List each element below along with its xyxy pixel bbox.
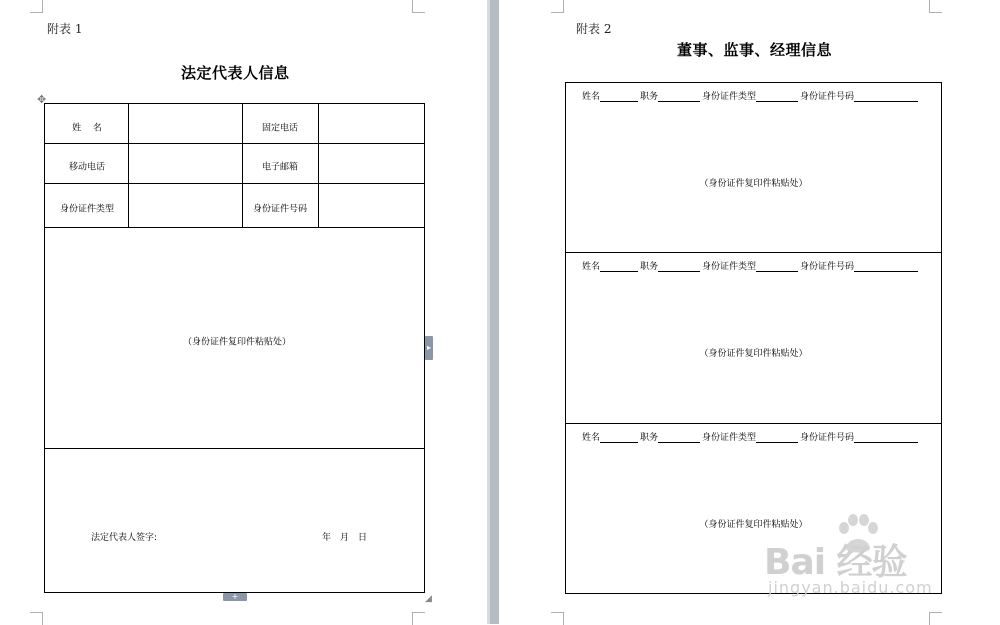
crop-mark	[551, 0, 564, 13]
table-rule	[128, 104, 129, 227]
label-name: 姓 名	[72, 123, 102, 134]
label-landline: 固定电话	[261, 123, 299, 134]
field-position-label: 职务	[640, 262, 659, 272]
id-copy-note: （身份证件复印件粘贴处）	[699, 179, 808, 189]
table-rule	[45, 143, 424, 144]
page-1	[0, 0, 487, 624]
watermark-main-text: Bai 经验	[764, 542, 907, 583]
field-line	[582, 430, 920, 443]
table-resize-icon[interactable]: ◢	[425, 594, 432, 604]
date-label: 年 月 日	[322, 533, 368, 543]
crop-mark	[551, 612, 564, 625]
appendix-tag: 附表 2	[576, 22, 612, 36]
label-email: 电子邮箱	[261, 162, 299, 173]
table-rule	[45, 227, 424, 228]
table-rule	[242, 104, 243, 227]
crop-mark	[30, 612, 43, 625]
field-id-number-label: 身份证件号码	[800, 433, 855, 443]
field-name-label: 姓名	[582, 433, 601, 443]
page-title: 法定代表人信息	[181, 64, 290, 82]
director-box	[565, 82, 942, 253]
crop-mark	[30, 0, 43, 13]
signature-label: 法定代表人签字:	[91, 533, 158, 543]
table-rule	[45, 448, 424, 449]
crop-mark	[929, 0, 942, 13]
id-copy-note: （身份证件复印件粘贴处）	[699, 349, 808, 359]
id-copy-note: （身份证件复印件粘贴处）	[182, 337, 292, 348]
id-copy-note: （身份证件复印件粘贴处）	[699, 520, 808, 530]
page-gutter	[487, 0, 499, 624]
field-id-type-label: 身份证件类型	[702, 433, 757, 443]
supervisor-box	[565, 252, 942, 424]
field-id-type-label: 身份证件类型	[702, 262, 757, 272]
field-id-number-label: 身份证件号码	[800, 262, 855, 272]
label-id-number: 身份证件号码	[252, 204, 308, 215]
watermark-sub-text: jingyan.baidu.com	[768, 578, 933, 597]
field-line	[582, 89, 920, 102]
column-resize-handle-icon[interactable]: ▸	[425, 336, 433, 360]
crop-mark	[412, 612, 425, 625]
field-position-label: 职务	[640, 92, 659, 102]
table-move-handle-icon[interactable]: ✥	[37, 93, 47, 106]
field-id-number-label: 身份证件号码	[800, 92, 855, 102]
appendix-tag: 附表 1	[47, 22, 83, 36]
label-id-type: 身份证件类型	[59, 204, 115, 215]
table-rule	[318, 104, 319, 227]
baidu-jingyan-watermark	[764, 514, 944, 614]
field-id-type-label: 身份证件类型	[702, 92, 757, 102]
legal-rep-table	[44, 103, 425, 593]
field-line	[582, 259, 920, 272]
add-row-handle-icon[interactable]: +	[223, 593, 247, 601]
table-rule	[45, 183, 424, 184]
page-title: 董事、监事、经理信息	[677, 41, 833, 59]
label-mobile: 移动电话	[68, 162, 106, 173]
crop-mark	[412, 0, 425, 13]
field-name-label: 姓名	[582, 262, 601, 272]
field-name-label: 姓名	[582, 92, 601, 102]
field-position-label: 职务	[640, 433, 659, 443]
